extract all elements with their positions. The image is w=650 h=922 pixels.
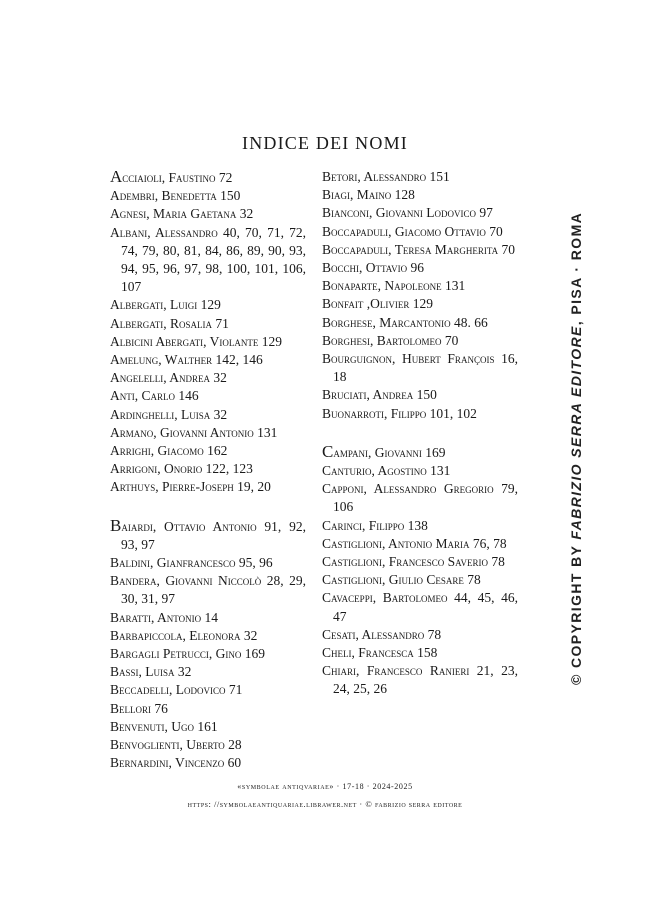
index-entry: Biagi, Maino 128: [322, 187, 415, 203]
index-entry: Boccapaduli, Giacomo Ottavio 70: [322, 223, 503, 239]
copyright-publisher: FABRIZIO SERRA EDITORE: [568, 325, 584, 540]
index-entry: Anti, Carlo 146: [110, 388, 199, 404]
index-entry: Canturio, Agostino 131: [322, 463, 451, 479]
index-entry: Adembri, Benedetta 150: [110, 188, 241, 204]
index-entry: Amelung, Walther 142, 146: [110, 352, 263, 368]
letter-section-gap: [322, 423, 518, 443]
copyright-notice: [568, 212, 584, 685]
index-entry: Bellori 76: [110, 700, 168, 716]
index-entry: Beccadelli, Lodovico 71: [110, 682, 243, 698]
index-entry: Angelelli, Andrea 32: [110, 370, 227, 386]
copyright-prefix: © COPYRIGHT BY: [568, 539, 584, 685]
index-entry: Bargagli Petrucci, Gino 169: [110, 646, 266, 662]
index-entry: Benvoglienti, Uberto 28: [110, 737, 242, 753]
index-entry: Arrigoni, Onorio 122, 123: [110, 461, 253, 477]
index-entry: Bernardini, Vincenzo 60: [110, 755, 242, 771]
index-entry: Castiglioni, Antonio Maria 76, 78: [322, 535, 507, 551]
index-entry: Agnesi, Maria Gaetana 32: [110, 206, 254, 222]
index-entry: Acciaioli, Faustino 72: [110, 167, 233, 186]
index-entry: Bourguignon, Hubert François 16, 18: [322, 351, 518, 385]
copyright-suffix: , PISA · ROMA: [568, 211, 584, 326]
index-entry: Betori, Alessandro 151: [322, 169, 450, 184]
index-entry: Baldini, Gianfrancesco 95, 96: [110, 555, 273, 571]
index-entry: Bonfait ,Olivier 129: [322, 296, 433, 312]
journal-footer: «symbolae antiqvariae» · 17-18 · 2024-2025: [237, 782, 413, 791]
index-entry: Capponi, Alessandro Gregorio 79, 106: [322, 481, 518, 515]
website-footer: https: //symbolaeantiquariae.librawer.net · © fabrizio serra editore: [187, 799, 463, 809]
index-entry: Albergati, Luigi 129: [110, 297, 221, 313]
index-entry: Borghese, Marcantonio 48. 66: [322, 314, 488, 330]
index-entry: Bandera, Giovanni Niccolò 28, 29, 30, 31, 97: [110, 573, 306, 607]
index-entry: Campani, Giovanni 169: [322, 441, 446, 461]
index-entry: Borghesi, Bartolomeo 70: [322, 332, 459, 348]
index-entry: Cheli, Francesca 158: [322, 645, 438, 661]
index-entry: Carinci, Filippo 138: [322, 517, 428, 533]
index-entry: Baratti, Antonio 14: [110, 609, 218, 625]
index-entry: Castiglioni, Giulio Cesare 78: [322, 572, 481, 588]
index-entry: Bianconi, Giovanni Lodovico 97: [322, 205, 493, 221]
index-entry: Bruciati, Andrea 150: [322, 387, 437, 403]
index-entry: Ardinghelli, Luisa 32: [110, 406, 228, 422]
index-entry: Baiardi, Ottavio Antonio 91, 92, 93, 97: [110, 515, 306, 552]
index-entry: Cavaceppi, Bartolomeo 44, 45, 46, 47: [322, 590, 518, 624]
index-entry: Armano, Giovanni Antonio 131: [110, 424, 278, 440]
letter-section-gap: [110, 497, 306, 517]
index-entry: Chiari, Francesco Ranieri 21, 23, 24, 25, 26: [322, 663, 518, 697]
index-entry: Benvenuti, Ugo 161: [110, 718, 218, 734]
index-entry: Barbapiccola, Eleonora 32: [110, 627, 258, 643]
index-entry: Albergati, Rosalia 71: [110, 315, 229, 331]
index-entry: Castiglioni, Francesco Saverio 78: [322, 554, 505, 570]
index-entry: Albani, Alessandro 40, 70, 71, 72, 74, 79, 80, 81, 84, 86, 89, 90, 93, 94, 95, 96, 97, 98, 100, 101, 106, 107: [110, 224, 306, 295]
index-entry: Bonaparte, Napoleone 131: [322, 278, 466, 294]
index-column-right: [322, 168, 518, 699]
index-entry: Albicini Abergati, Violante 129: [110, 333, 282, 349]
index-entry: Bocchi, Ottavio 96: [322, 260, 424, 276]
index-entry: Bassi, Luisa 32: [110, 664, 192, 680]
index-entry: Arthuys, Pierre-Joseph 19, 20: [110, 479, 271, 495]
index-entry: Cesati, Alessandro 78: [322, 626, 442, 642]
index-column-left: [110, 168, 306, 773]
index-entry: Buonarroti, Filippo 101, 102: [322, 405, 477, 421]
page-title: INDICE DEI NOMI: [242, 133, 408, 153]
index-entry: Boccapaduli, Teresa Margherita 70: [322, 241, 515, 257]
index-entry: Arrighi, Giacomo 162: [110, 443, 228, 459]
